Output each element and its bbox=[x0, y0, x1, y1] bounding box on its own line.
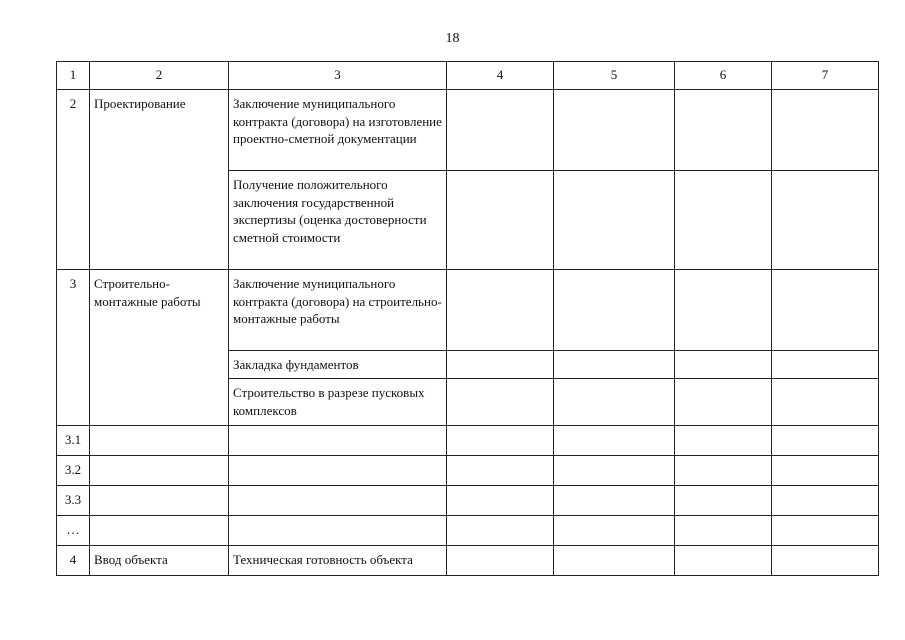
empty-cell bbox=[772, 171, 879, 270]
header-cell-6: 6 bbox=[675, 62, 772, 90]
stage-name: Проектирование bbox=[90, 90, 229, 270]
table-row bbox=[57, 486, 879, 516]
header-cell-4: 4 bbox=[447, 62, 554, 90]
empty-cell bbox=[90, 486, 229, 516]
empty-cell bbox=[772, 379, 879, 426]
table-row bbox=[57, 270, 879, 351]
empty-cell bbox=[90, 426, 229, 456]
table-row bbox=[57, 90, 879, 171]
stage-name: Строительно-монтажные работы bbox=[90, 270, 229, 426]
empty-cell bbox=[772, 90, 879, 171]
empty-cell bbox=[772, 516, 879, 546]
empty-cell bbox=[675, 90, 772, 171]
table-row bbox=[57, 546, 879, 576]
empty-cell bbox=[447, 90, 554, 171]
empty-cell bbox=[772, 270, 879, 351]
empty-cell bbox=[447, 486, 554, 516]
empty-cell bbox=[447, 171, 554, 270]
event-cell: Заключение муниципального контракта (договора) на изготовление проектно-сметной документации bbox=[229, 90, 447, 171]
empty-cell bbox=[554, 486, 675, 516]
empty-cell bbox=[554, 516, 675, 546]
empty-cell bbox=[675, 546, 772, 576]
header-cell-1: 1 bbox=[57, 62, 90, 90]
empty-cell bbox=[90, 516, 229, 546]
empty-cell bbox=[554, 90, 675, 171]
empty-cell bbox=[90, 456, 229, 486]
sub-row-number: 3.3 bbox=[57, 486, 90, 516]
stage-number: 4 bbox=[57, 546, 90, 576]
empty-cell bbox=[772, 486, 879, 516]
empty-cell bbox=[447, 270, 554, 351]
empty-cell bbox=[447, 379, 554, 426]
empty-cell bbox=[675, 456, 772, 486]
stage-number: 3 bbox=[57, 270, 90, 426]
stage-number: 2 bbox=[57, 90, 90, 270]
sub-row-number: 3.2 bbox=[57, 456, 90, 486]
empty-cell bbox=[675, 486, 772, 516]
empty-cell bbox=[554, 379, 675, 426]
empty-cell bbox=[675, 351, 772, 379]
event-cell: Закладка фундаментов bbox=[229, 351, 447, 379]
header-cell-2: 2 bbox=[90, 62, 229, 90]
empty-cell bbox=[554, 456, 675, 486]
header-cell-3: 3 bbox=[229, 62, 447, 90]
empty-cell bbox=[554, 270, 675, 351]
empty-cell bbox=[447, 546, 554, 576]
empty-cell bbox=[554, 426, 675, 456]
table-row bbox=[57, 516, 879, 546]
header-cell-7: 7 bbox=[772, 62, 879, 90]
event-cell: Техническая готовность объекта bbox=[229, 546, 447, 576]
empty-cell bbox=[675, 426, 772, 456]
empty-cell bbox=[229, 456, 447, 486]
sub-row-number: … bbox=[57, 516, 90, 546]
event-cell: Строительство в разрезе пусковых комплексов bbox=[229, 379, 447, 426]
empty-cell bbox=[447, 426, 554, 456]
empty-cell bbox=[229, 426, 447, 456]
empty-cell bbox=[229, 516, 447, 546]
empty-cell bbox=[447, 456, 554, 486]
header-cell-5: 5 bbox=[554, 62, 675, 90]
empty-cell bbox=[675, 516, 772, 546]
table-row bbox=[57, 426, 879, 456]
empty-cell bbox=[554, 351, 675, 379]
event-cell: Заключение муниципального контракта (договора) на строительно-монтажные работы bbox=[229, 270, 447, 351]
stage-name: Ввод объекта bbox=[90, 546, 229, 576]
empty-cell bbox=[772, 456, 879, 486]
schedule-table bbox=[56, 61, 879, 576]
empty-cell bbox=[554, 546, 675, 576]
empty-cell bbox=[229, 486, 447, 516]
empty-cell bbox=[675, 171, 772, 270]
event-cell: Получение положительного заключения государственной экспертизы (оценка достоверности сметной стоимости bbox=[229, 171, 447, 270]
empty-cell bbox=[675, 379, 772, 426]
sub-row-number: 3.1 bbox=[57, 426, 90, 456]
empty-cell bbox=[772, 546, 879, 576]
table-row bbox=[57, 456, 879, 486]
empty-cell bbox=[447, 351, 554, 379]
page-number: 18 bbox=[445, 31, 460, 46]
empty-cell bbox=[772, 351, 879, 379]
empty-cell bbox=[675, 270, 772, 351]
table-header-row bbox=[57, 62, 879, 90]
empty-cell bbox=[554, 171, 675, 270]
empty-cell bbox=[447, 516, 554, 546]
empty-cell bbox=[772, 426, 879, 456]
